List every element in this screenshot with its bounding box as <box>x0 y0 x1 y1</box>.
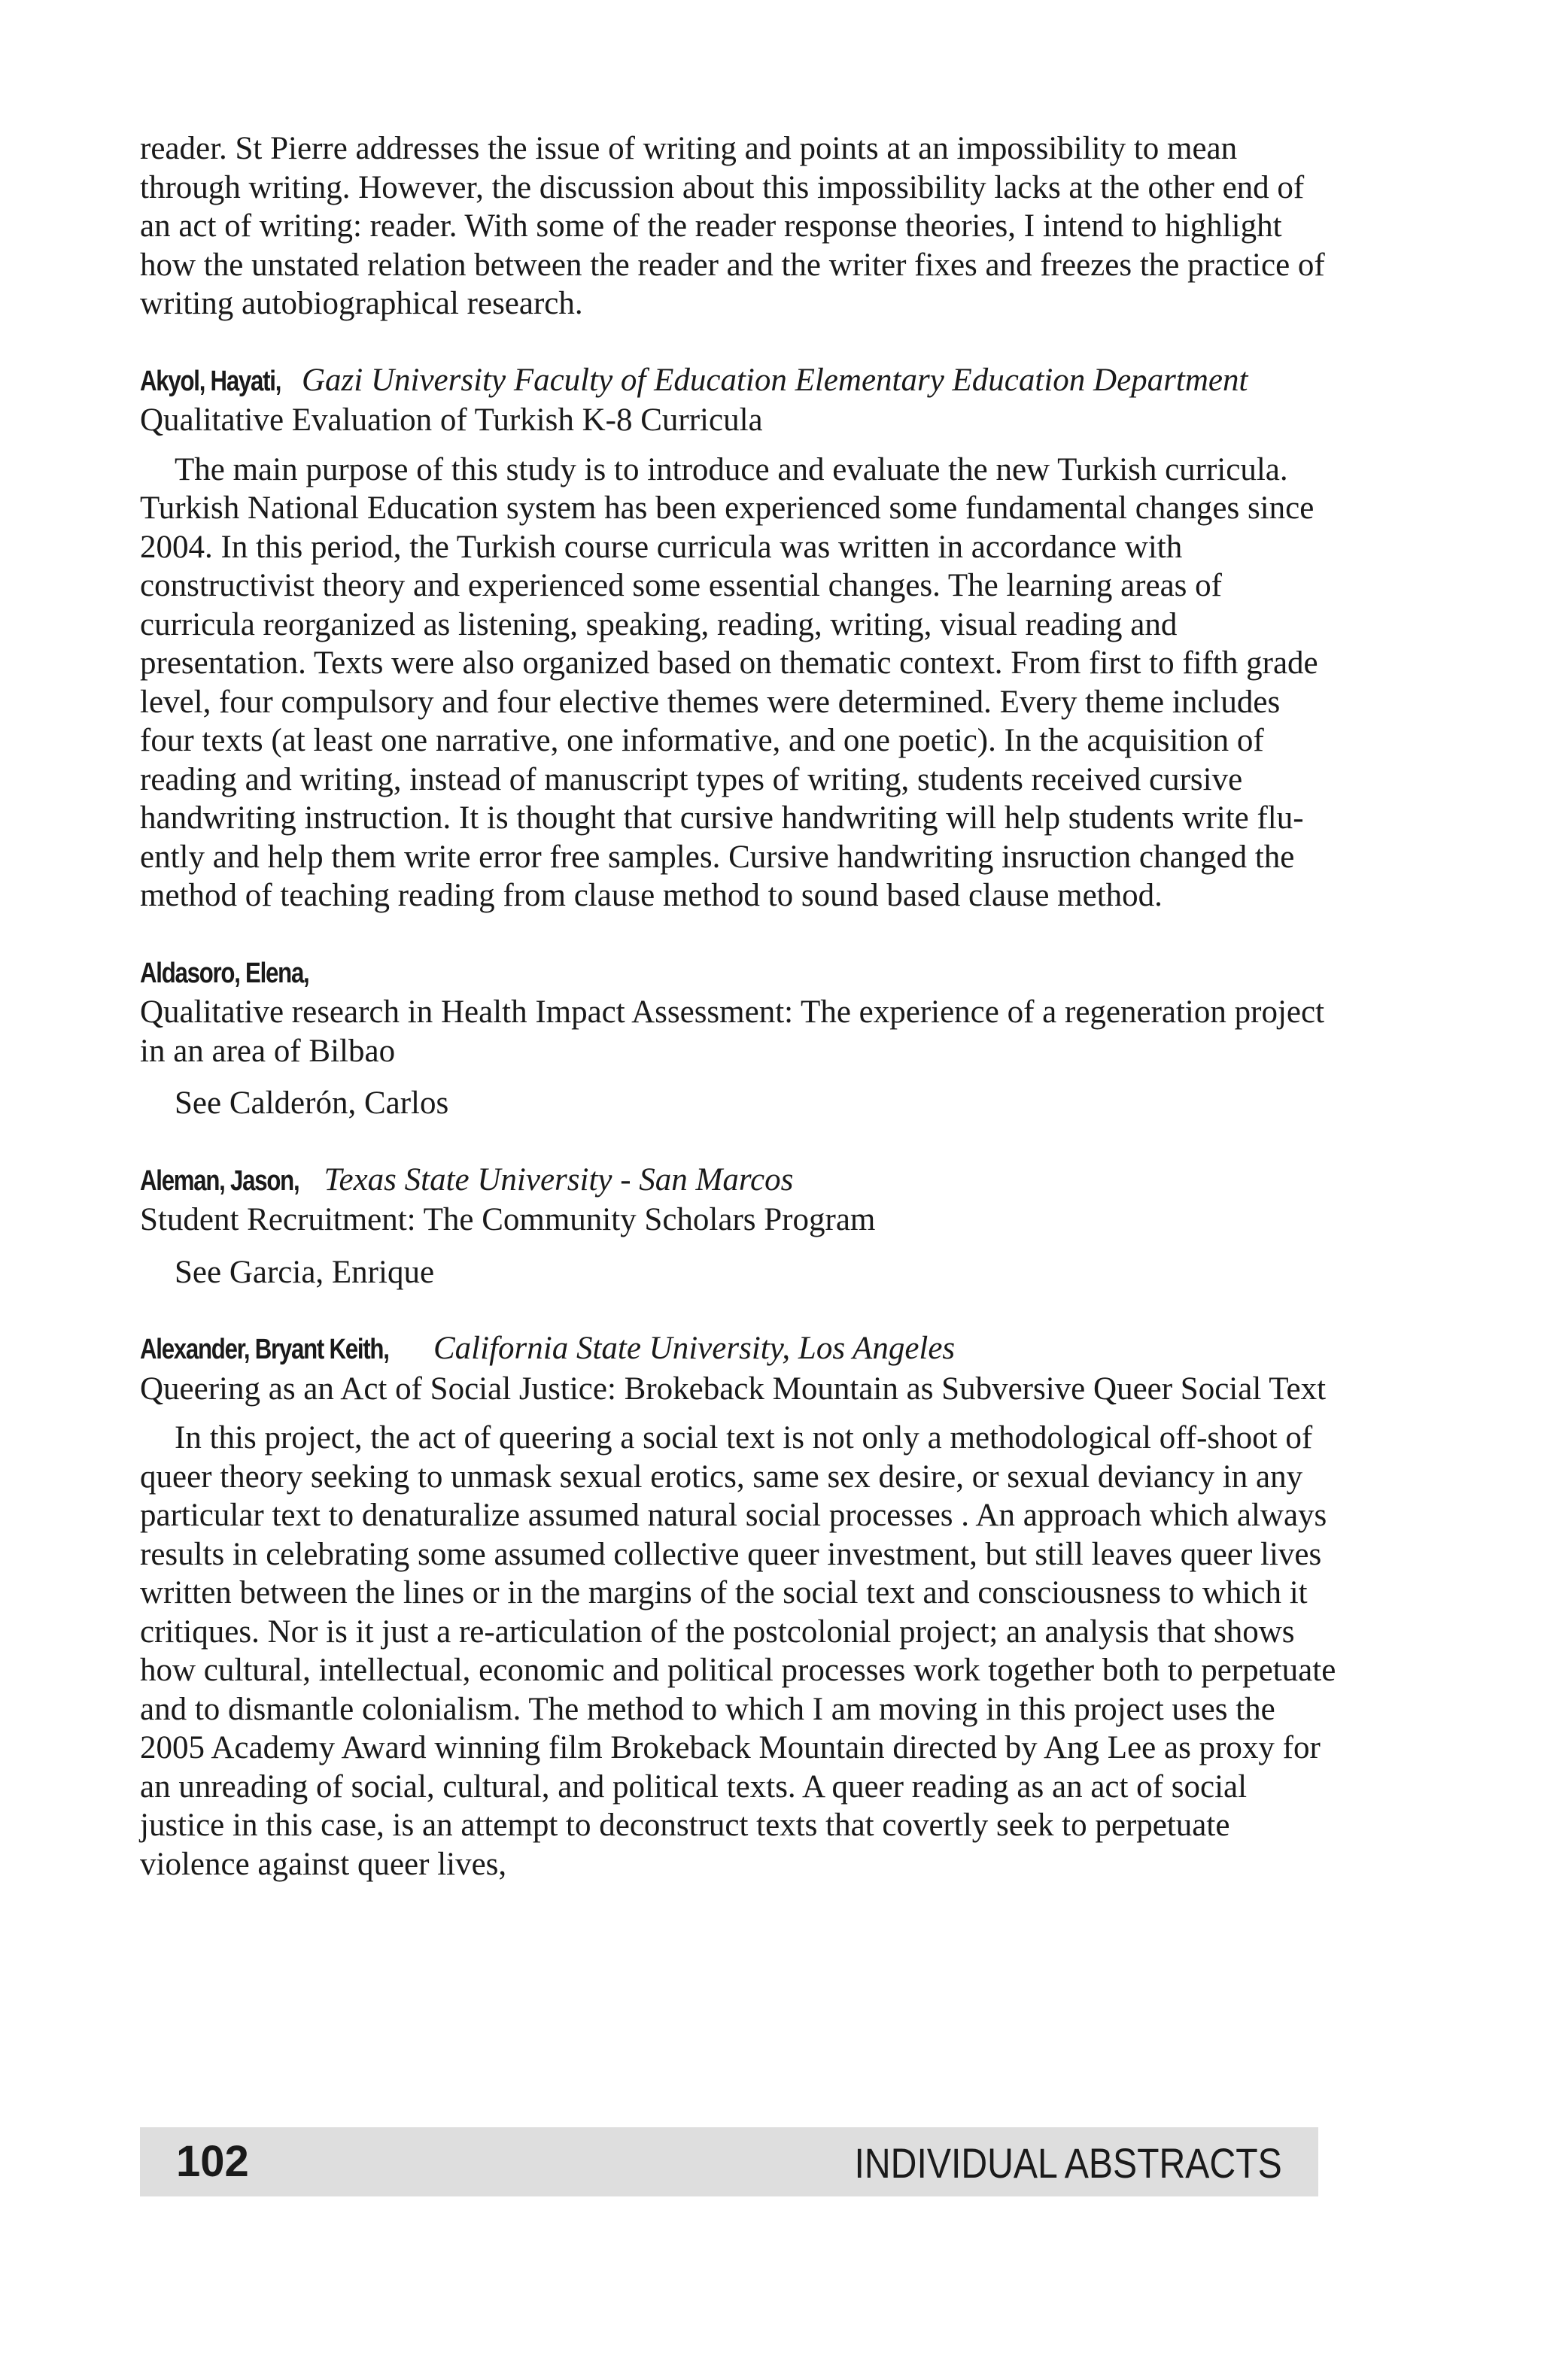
abstract-title: Student Recruitment: The Community Scholars Program <box>140 1202 876 1237</box>
abstract-entry <box>140 1161 1336 1292</box>
see-reference: See Garcia, Enrique <box>175 1254 435 1290</box>
abstract-title: Queering as an Act of Social Justice: Brokeback Mountain as Subversive Queer Social Text <box>140 1371 1327 1407</box>
page-footer <box>140 2127 1318 2196</box>
section-label: INDIVIDUAL ABSTRACTS <box>854 2139 1282 2187</box>
page-content <box>140 129 1336 1884</box>
author-affiliation: California State University, Los Angeles <box>433 1331 956 1366</box>
intro-paragraph: reader. St Pierre addresses the issue of writing and points at an impossibility to mean through writing. However, the discussion about this impossibility lacks at the other end of an act of writing: reader. With some of the reader response theories, I intend to highlight how the unstated relation between the reader and the writer fixes and freezes the practice of writing autobiographical research. <box>140 131 1325 321</box>
abstract-body: In this project, the act of queering a social text is not only a methodological off-shoot of queer theory seeking to unmask sexual erotics, same sex desire, or sexual deviancy in any particular text to denaturalize assumed natural social processes . An approach which always results in celebrating some assumed collective queer investment, but still leaves queer lives written between the lines or in the margins of the social text and consciousness to which it critiques. Nor is it just a re-articulation of the postcolonial project; an analysis that shows how cultural, intellectual, economic and political processes work together both to perpetuate and to dismantle colonialism. The method to which I am moving in this project uses the 2005 Academy Award winning film Brokeback Mountain directed by Ang Lee as proxy for an unreading of social, cultural, and political texts. A queer reading as an act of social justice in this case, is an attempt to deconstruct texts that covertly seek to perpetuate violence against queer lives, <box>140 1420 1336 1882</box>
author-name: Aleman, Jason, <box>140 1164 299 1197</box>
entry-heading <box>140 953 1336 994</box>
abstract-body: The main purpose of this study is to introduce and evaluate the new Turkish curricula. Turkish National Education system has been experienced some fundamental changes since 2004. In this period, the Turkish course curricula was written in accordance with constructivist theory and experienced some essential changes. The learning areas of curricula reorganized as listening, speaking, reading, writing, visual reading and presentation. Texts were also organized based on thematic context. From first to fifth grade level, four compulsory and four elective themes were determined. Every theme includes four texts (at least one narrative, one informative, and one poetic). In the acquisition of reading and writing, instead of manuscript types of writing, students received cursive handwriting instruction. It is thought that cursive handwriting will help students write fluently and help them write error free samples. Cursive handwriting insruction changed the method of teaching reading from clause method to sound based clause method. <box>140 451 1318 913</box>
author-affiliation: Texas State University - San Marcos <box>324 1161 794 1198</box>
see-reference: See Calderón, Carlos <box>175 1085 449 1121</box>
author-name: Akyol, Hayati, <box>140 365 281 397</box>
abstract-entry <box>140 953 1336 1123</box>
author-name: Alexander, Bryant Keith, <box>140 1334 389 1365</box>
abstract-entry <box>140 361 1336 915</box>
abstract-title: Qualitative Evaluation of Turkish K-8 Curricula <box>140 402 763 438</box>
page-number: 102 <box>176 2137 249 2186</box>
abstract-entry <box>140 1329 1336 1884</box>
entry-heading <box>140 1161 1336 1201</box>
entry-heading <box>140 1329 1336 1370</box>
author-affiliation: Gazi University Faculty of Education Elementary Education Department <box>301 362 1248 398</box>
entry-heading <box>140 361 1336 402</box>
abstract-title: Qualitative research in Health Impact Assessment: The experience of a regeneration project in an area of Bilbao <box>140 994 1325 1069</box>
author-name: Aldasoro, Elena, <box>140 957 309 989</box>
